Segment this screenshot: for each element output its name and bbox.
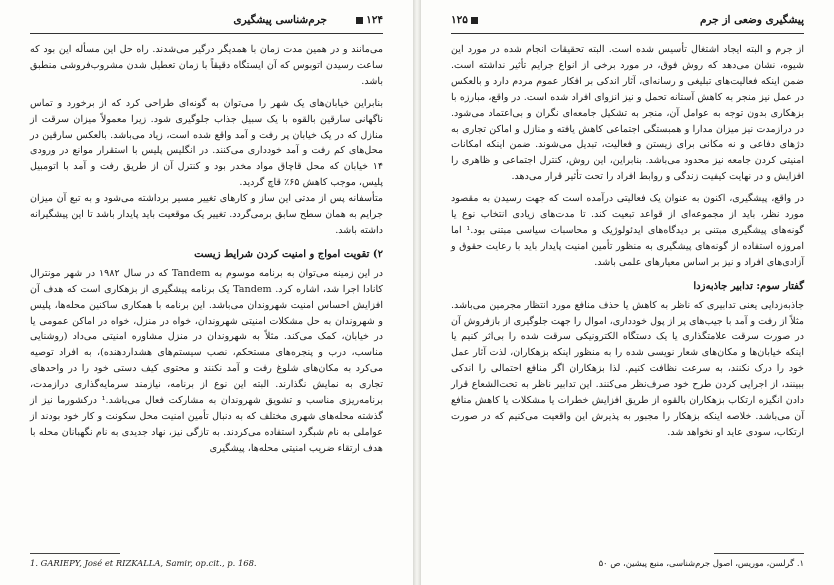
paragraph: در این زمینه می‌توان به برنامه موسوم به Tandem که در سال ۱۹۸۲ در شهر مونترال کانادا اجرا شد، اشاره کرد. Tandem یک برنامه پیشگیری از بزهکاری است که هدف آن افزایش احساس امنیت شهروندان می‌باشد. این برنامه با همکاری ساکنین محله‌ها، پلیس و شهروندان به حل مشکلات امنیتی شهروندان، خواه در منزل، خواه در اماکن عمومی یا در خیابان، کمک می‌کند. مثلاً به شهروندان در منزل مشاوره امنیتی می‌داد (روشنایی مناسب، درب و پنجره‌های مستحکم، نصب سیستم‌های هشداردهنده)، به افراد توصیه می‌کرد به مکان‌های شلوغ رفت و آمد نکنند و محتوی کیف دستی خود را در واحدهای تجاری به نمایش نگذارند. البته این نوع از برنامه، نیازمند سرمایه‌گذاری درازمدت، برنامه‌ریزی مناسب و تشویق شهروندان به مشارکت فعال می‌باشد.¹ درکشورما نیز از گذشته محله‌های شهری مختلف که به دنبال تأمین امنیت محل سکونت و کار خود بودند از عواملی به نام شبگرد استفاده می‌کردند. به تازگی نیز، نهاد جدیدی به نام نگهبانان محله با هدف ارتقاء ضریب امنیتی محله‌ها، پیشگیری bbox=[30, 267, 383, 454]
page-number-text: ۱۲۴ bbox=[366, 14, 383, 26]
square-bullet-icon bbox=[471, 17, 478, 24]
paragraph: بنابراین خیابان‌های یک شهر را می‌توان به گونه‌ای طراحی کرد که از برخورد و تماس ناگهانی سارقین بالقوه با یک سبیل جذاب جلوگیری شود. زیرا معمولاً میزان سرقت از منازل که در یک خیابان پر رفت و آمد واقع شده است، زیاد می‌باشد. بالعکس سارقین در محل‌های کم رفت و آمد خودداری می‌کنند. در انگلیس پلیس با استقرار موانع در ورودی ۱۴ خیابان که محل قاچاق مواد مخدر بود و کنترل آن از طریق رفت و آمد با اتومبیل پلیس، موجب کاهش ۶۵٪ قاچ گردید. bbox=[30, 97, 383, 189]
left-page-body bbox=[30, 42, 383, 457]
book-gutter bbox=[413, 0, 421, 585]
left-page-number bbox=[353, 14, 383, 26]
footnote-rule bbox=[714, 553, 804, 554]
page-number-text: ۱۲۵ bbox=[451, 14, 468, 26]
left-page-header bbox=[30, 14, 383, 30]
paragraph: متأسفانه پس از مدتی این ساز و کارهای تغییر مسیر برداشته می‌شود و به تبع آن میزان جرایم به همان سطح سابق برمی‌گردد. تغییر یک موقعیت باید پایدار باشد تا این پیشگیرانه داشته باشد. bbox=[30, 193, 383, 236]
left-page-title: جرم‌شناسی پیشگیری bbox=[233, 14, 327, 26]
right-page-title: پیشگیری وضعی از جرم bbox=[700, 14, 804, 26]
paragraph: می‌مانند و در همین مدت زمان با همدیگر درگیر می‌شدند. راه حل این مسأله این بود که ساعت رسیدن اتوبوس که آن ایستگاه دقیقاً با زمان تعطیل شدن مشروب‌فروشی منطبق باشد. bbox=[30, 44, 383, 87]
right-page-body bbox=[451, 42, 804, 441]
right-header-rule bbox=[451, 33, 804, 34]
footnote-rule bbox=[30, 553, 120, 554]
right-page-header bbox=[451, 14, 804, 30]
left-header-rule bbox=[30, 33, 383, 34]
paragraph: در واقع، پیشگیری، اکنون به عنوان یک فعالیتی درآمده است که جهت رسیدن به مقصود مورد نظر، باید از مجموعه‌ای از قواعد تبعیت کند. تا مدت‌های زیادی انتخاب نوع یا گونه‌های پیشگیری مبتنی بر دیدگاه‌های ایدئولوژیک و محاسبات سیاسی مبتنی بود.¹ اما امروزه استفاده از گونه‌های پیشگیری به منظور تأمین امنیت پایدار باید با رعایت حقوق و آزادی‌های افراد و نیز بر اساس معیارهای علمی باشد. bbox=[451, 193, 805, 268]
section-subheading: گفتار سوم: تدابیر جاذبه‌زدا bbox=[693, 280, 804, 292]
paragraph: از جرم و البته ایجاد اشتغال تأسیس شده است. البته تحقیقات انجام شده در مورد این شیوه، نشان می‌دهد که روش فوق، در مورد برخی از انواع جرایم تأثیر نداشته است. ضمن اینکه فعالیت‌های تبلیغی و رسانه‌ای، آثار اندکی بر افکار عموم مردم دارد و بالعکس در عمل نیز منجر به کاهش آستانه تحمل و نیز انزوای افراد شده است. در واقع، مبارزه با بزهکاری بدون توجه به عوامل آن، منجر به تشکیل جامعه‌ای نگران و بی‌اعتماد می‌شود. در درازمدت نیز میزان مدارا و همبستگی اجتماعی کاهش یافته و منازل و اماکن تجاری به دژهای دفاعی و نه مکانی برای زیستن و فعالیت، تبدیل می‌شوند. ضمن اینکه امکانات امنیتی کردن جامعه نیز محدود می‌باشد. بنابراین، این روش، کنترل اجتماعی و ظاهری را افزایش و در نهایت کیفیت زندگی و روابط افراد را تحت تأثیر قرار می‌دهد. bbox=[451, 44, 804, 183]
left-footnote: 1. GARIEPY, José et RIZKALLA, Samir, op.cit., p. 168. bbox=[30, 558, 257, 568]
right-page bbox=[421, 0, 834, 585]
right-page-number bbox=[451, 14, 481, 26]
section-subheading: ۲) تقویت امواج و امنیت کردن شرایط زیست bbox=[194, 248, 383, 260]
square-bullet-icon bbox=[356, 17, 363, 24]
left-page bbox=[0, 0, 413, 585]
paragraph: جاذبه‌زدایی یعنی تدابیری که ناظر به کاهش یا حذف منافع مورد انتظار مجرمین می‌باشد. مثلاً از رفت و آمد با جیب‌های پر از پول خودداری، اموال را جهت جلوگیری از بازفروش آن در صورت سرقت علامتگذاری یا یک دستگاه الکترونیکی سرقت شده را بی‌اثر کنیم یا اینکه خیابان‌ها و مکان‌های شعار نویسی شده را به منظور اینکه بزهکاران، لذت آثار عمل خود را درک نکنند، به سرعت نظافت کنیم. لذا بزهکاران اگر منافع احتمالی را اندکی ببینند، از اجرایی کردن طرح خود صرف‌نظر می‌کنند. این تدابیر ناظر به تحت‌الشعاع قرار دادن انگیزه ارتکاب بزهکاران بالقوه از طریق افزایش خطرات یا مشکلات یا کاهش منافع آن می‌باشد. خلاصه اینکه بزهکار را مجبور به پذیرش این واقعیت می‌کنیم که در صورت ارتکاب، سودی عاید او نخواهد شد. bbox=[451, 299, 805, 438]
right-footnote: ۱. گرلسن، موریس، اصول جرم‌شناسی، منبع پیشین، ص ۵۰ bbox=[598, 558, 804, 568]
